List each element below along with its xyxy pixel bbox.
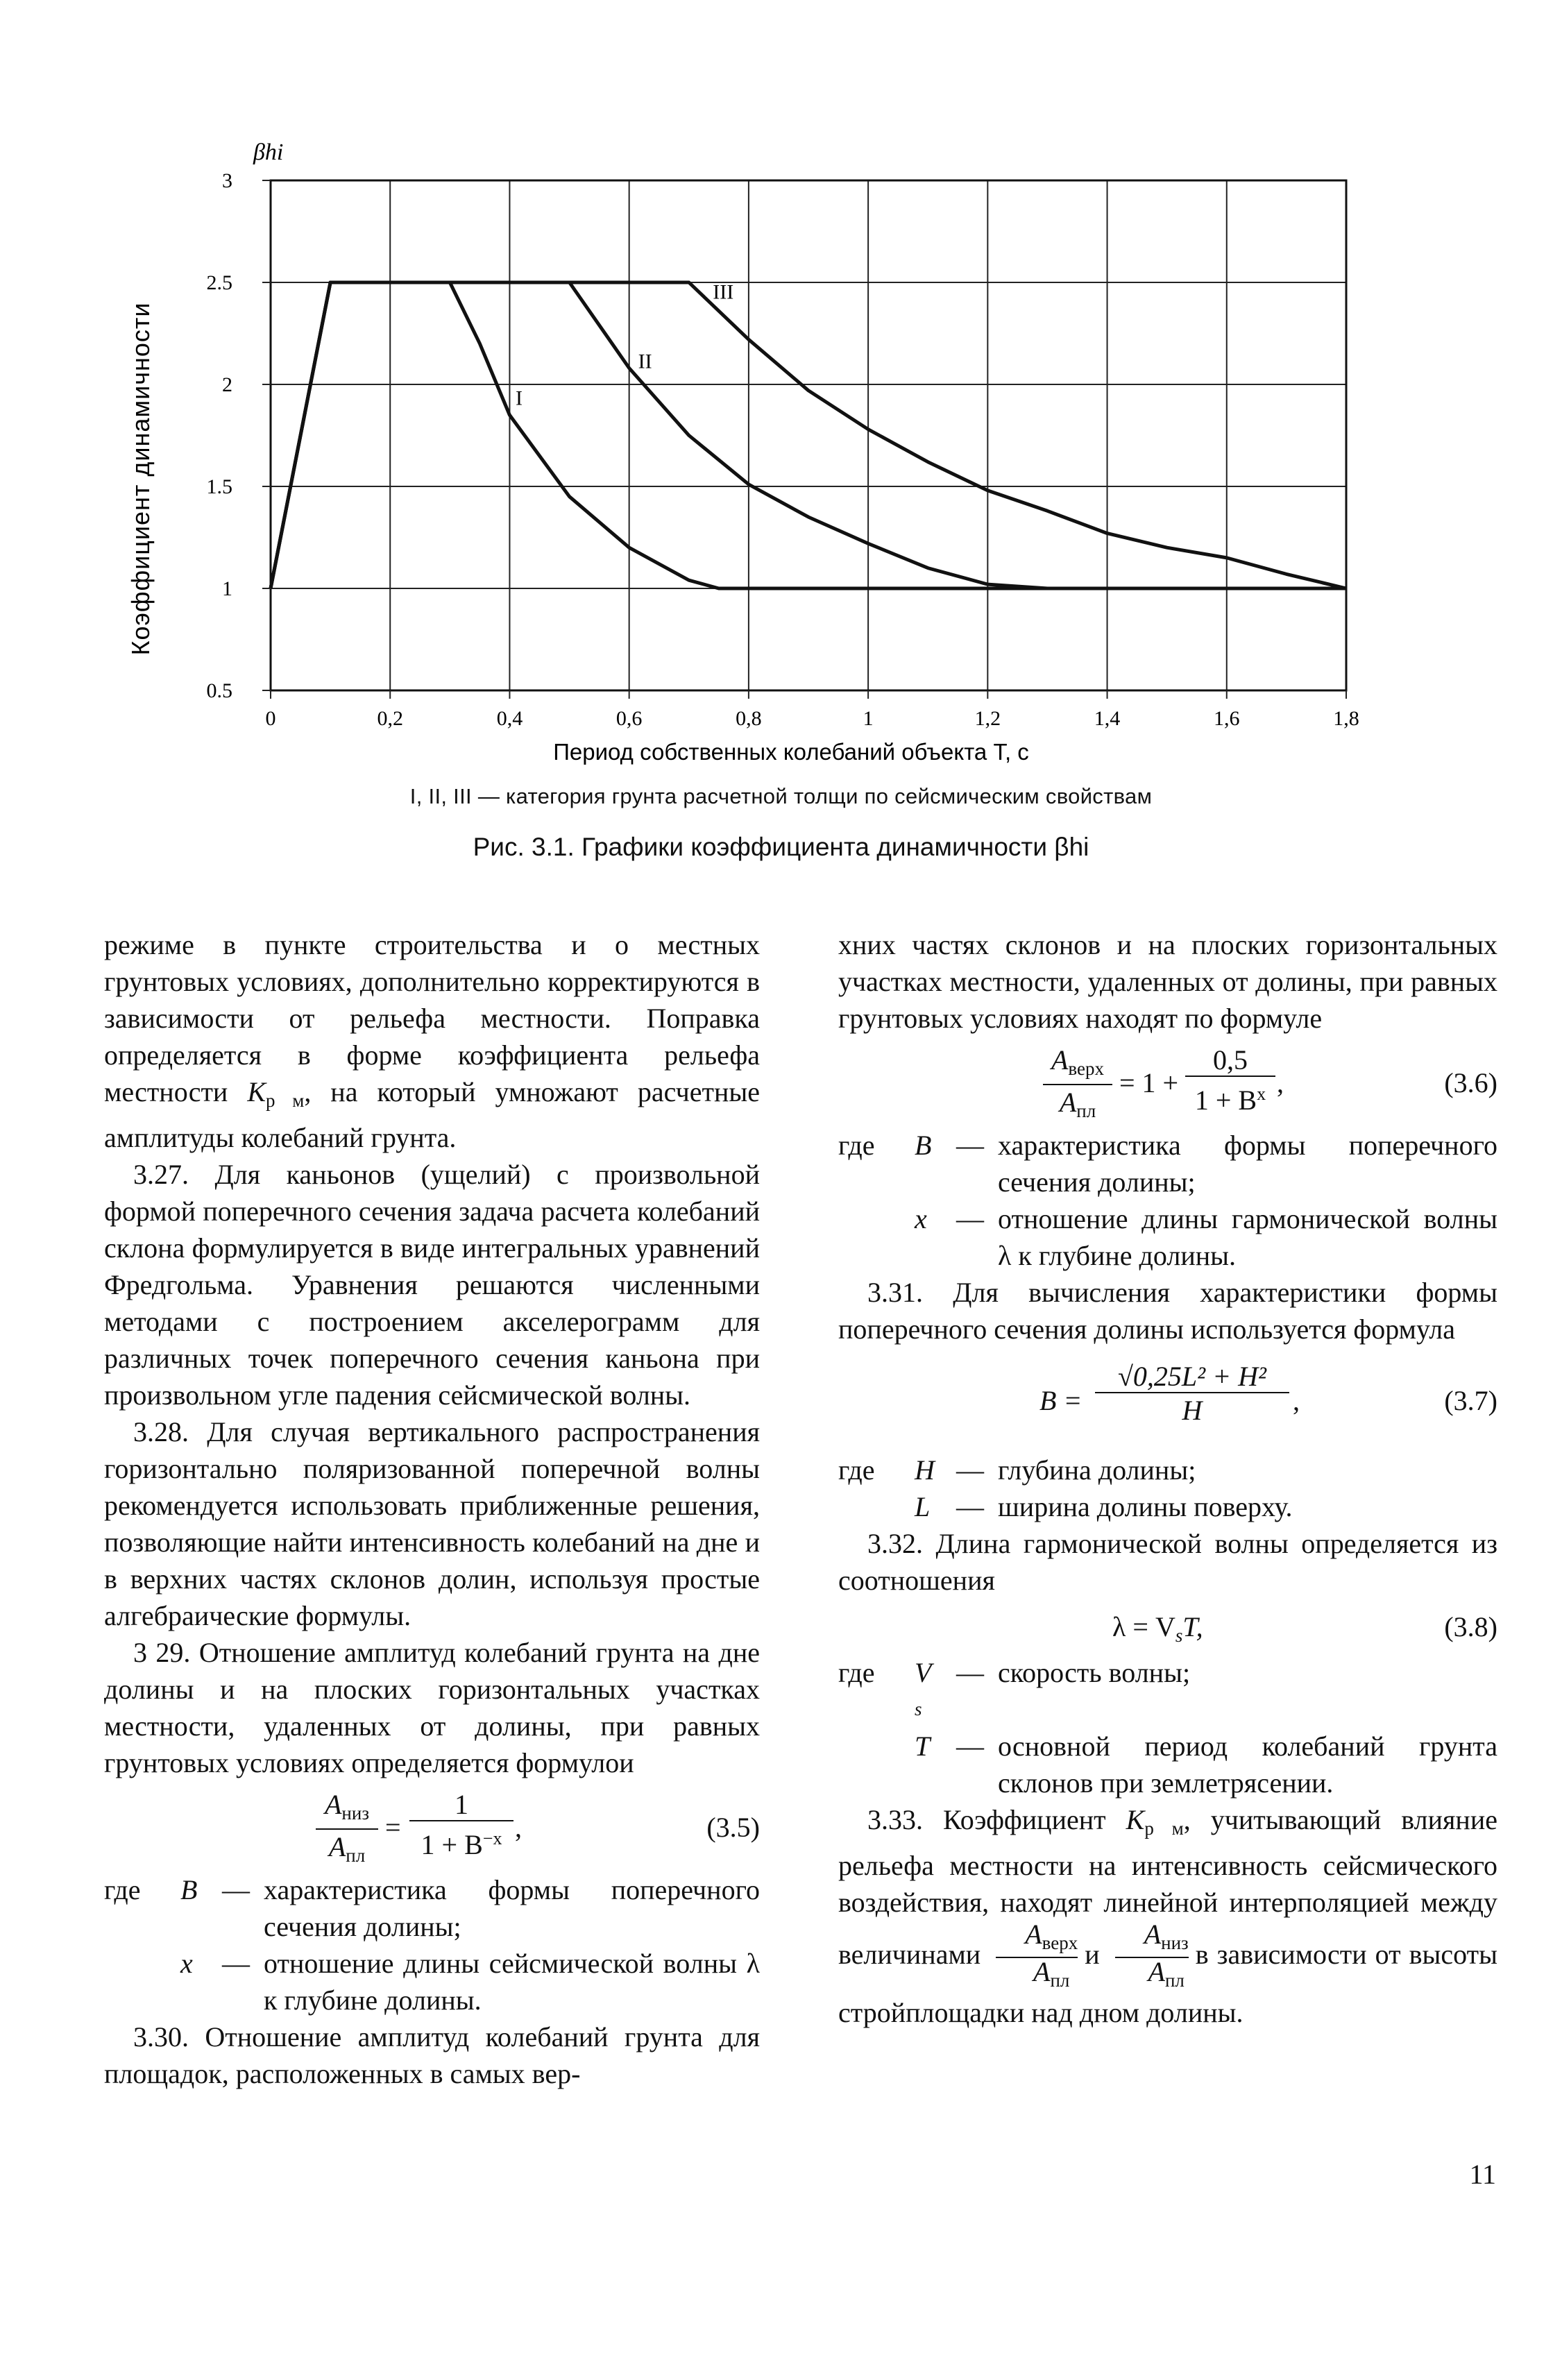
- x-tick-label: 0,6: [616, 707, 643, 730]
- x-tick-label: 0,8: [736, 707, 762, 730]
- fraction-niz-pl: $A_{низ}$ $A_{пл}$: [1115, 1921, 1189, 1994]
- x-tick-label: 0: [265, 707, 276, 730]
- y-axis-symbol: βhi: [253, 139, 284, 165]
- chart-series: [271, 281, 1346, 588]
- equation-number: (3.7): [1444, 1385, 1497, 1416]
- x-tick-label: 0,2: [377, 707, 403, 730]
- series-line-III: [271, 282, 1346, 588]
- y-tick-label: 3: [222, 169, 232, 192]
- where-list: где V s — скорость волны; T — основной период колебаний грунта склонов при землетрясении.: [838, 1657, 1497, 1799]
- series-line-II: [271, 282, 1346, 588]
- paragraph-3-27: 3.27. Для каньонов (ущелий) с произвольной формой поперечного сечения задача расчета колебаний склона формулируется в виде интегральных уравнений Фредгольма. Уравнения решаются численными методами с построением акселерограмм для различных точек поперечного сечения каньона при произвольном угле падения сейсмической волны.: [104, 1159, 760, 1411]
- x-tick-label: 1,8: [1333, 707, 1359, 730]
- series-label-I: I: [516, 386, 523, 410]
- x-axis-label: Период собственных колебаний объекта T, с: [553, 739, 1029, 765]
- chart-ticks: [207, 169, 1359, 730]
- equation-3-7: B = $\frac{\text{√0,25L² + H²}}{H}$ , (3.7): [1039, 1361, 1497, 1426]
- fraction-verkh-pl: $A_{верх}$ $A_{пл}$: [996, 1921, 1078, 1994]
- y-tick-label: 1.5: [206, 475, 232, 498]
- equation-3-8: $\lambda = V_sT$, (3.8): [838, 1599, 1497, 1654]
- where-list: где H — глубина долины; L — ширина долины поверху.: [838, 1454, 1293, 1522]
- paragraph-3-31: 3.31. Для вычисления характеристики формы поперечного сечения долины используется формула: [838, 1277, 1497, 1345]
- paragraph-3-32: 3.32. Длина гармонической волны определяется из соотношения: [838, 1528, 1497, 1596]
- x-tick-label: 1,6: [1214, 707, 1240, 730]
- x-tick-label: 0,4: [496, 707, 523, 730]
- y-tick-label: 1: [222, 577, 232, 600]
- equation-number: (3.6): [1444, 1067, 1497, 1098]
- y-tick-label: 2.5: [206, 271, 232, 294]
- chart-grid: [271, 180, 1346, 690]
- paragraph-3-28: 3.28. Для случая вертикального распространения горизонтально поляризованной поперечной волны рекомендуется использовать приближенные решения, позволяющие найти интенсивность колебаний на дне и в верхних частях склонов долин, используя простые алгебраические формулы.: [104, 1416, 760, 1631]
- dynamic-coefficient-chart: [104, 118, 1423, 777]
- paragraph-3-29: 3 29. Отношение амплитуд колебаний грунта на дне долины и на плоских горизонтальных участках местности, удаленных от долины, при равных грунтовых условиях определяется формулои: [104, 1637, 760, 1778]
- series-line-I: [271, 282, 1346, 588]
- figure-legend-note: I, II, III — категория грунта расчетной толщи по сейсмическим свойствам: [409, 784, 1153, 808]
- y-tick-label: 0.5: [206, 679, 232, 702]
- paragraph-3-30: 3.30. Отношение амплитуд колебаний грунта для площадок, расположенных в самых вер-: [104, 2021, 760, 2089]
- figure-caption: Рис. 3.1. Графики коэффициента динамичности βhi: [473, 833, 1089, 861]
- where-list: где B — характеристика формы поперечного сечения долины; x — отношение длины гармонической волны λ к глубине долины.: [838, 1130, 1497, 1271]
- equation-number: (3.8): [1444, 1611, 1497, 1642]
- x-tick-label: 1: [863, 707, 874, 730]
- plot-frame: [271, 180, 1346, 690]
- series-label-II: II: [638, 350, 652, 373]
- series-label-III: III: [713, 280, 734, 304]
- right-column: [838, 926, 1497, 2031]
- left-column: [104, 926, 760, 2092]
- y-tick-label: 2: [222, 373, 232, 396]
- page-number: 11: [1469, 2159, 1496, 2190]
- equation-number: (3.5): [706, 1812, 760, 1843]
- y-axis-label: Коэффициент динамичности: [126, 302, 155, 656]
- equation-3-6: $A_{верх}$ $A_{пл}$ = 1 + $\frac{0,5}{1 + B^x}$ , (3.6): [838, 1037, 1497, 1127]
- where-list: где B — характеристика формы поперечного сечения долины; x — отношение длины сейсмической волны λ к глубине долины.: [104, 1874, 760, 2016]
- paragraph-3-33: 3.33. Коэффициент $K_{р м}$, учитывающий влияние рельефа местности на интенсивность сейсмического воздействия, находят линейной интерполяцией между величинами $A_{верх}$ $A_{пл}$ и $A_{низ}$ $A_{пл}$ в зависимости от высоты стройплощадки над дном долины.: [838, 1804, 1497, 2028]
- paragraph: хних частях склонов и на плоских горизонтальных участках местности, удаленных от долины, при равных грунтовых условиях находят по формуле: [838, 929, 1497, 1034]
- x-tick-label: 1,4: [1094, 707, 1121, 730]
- paragraph: режиме в пункте строительства и о местных грунтовых условиях, дополнительно корректируются в зависимости от рельефа местности. Поправка определяется в форме коэффициента рельефа местности $K_{р м}$, на который умножают расчетные амплитуды колебаний грунта.: [104, 929, 760, 1153]
- x-tick-label: 1,2: [974, 707, 1001, 730]
- equation-3-5: $A_{низ}$ $A_{пл}$ = $\frac{1}{1 + B^{-x}}$ , (3.5): [104, 1781, 760, 1871]
